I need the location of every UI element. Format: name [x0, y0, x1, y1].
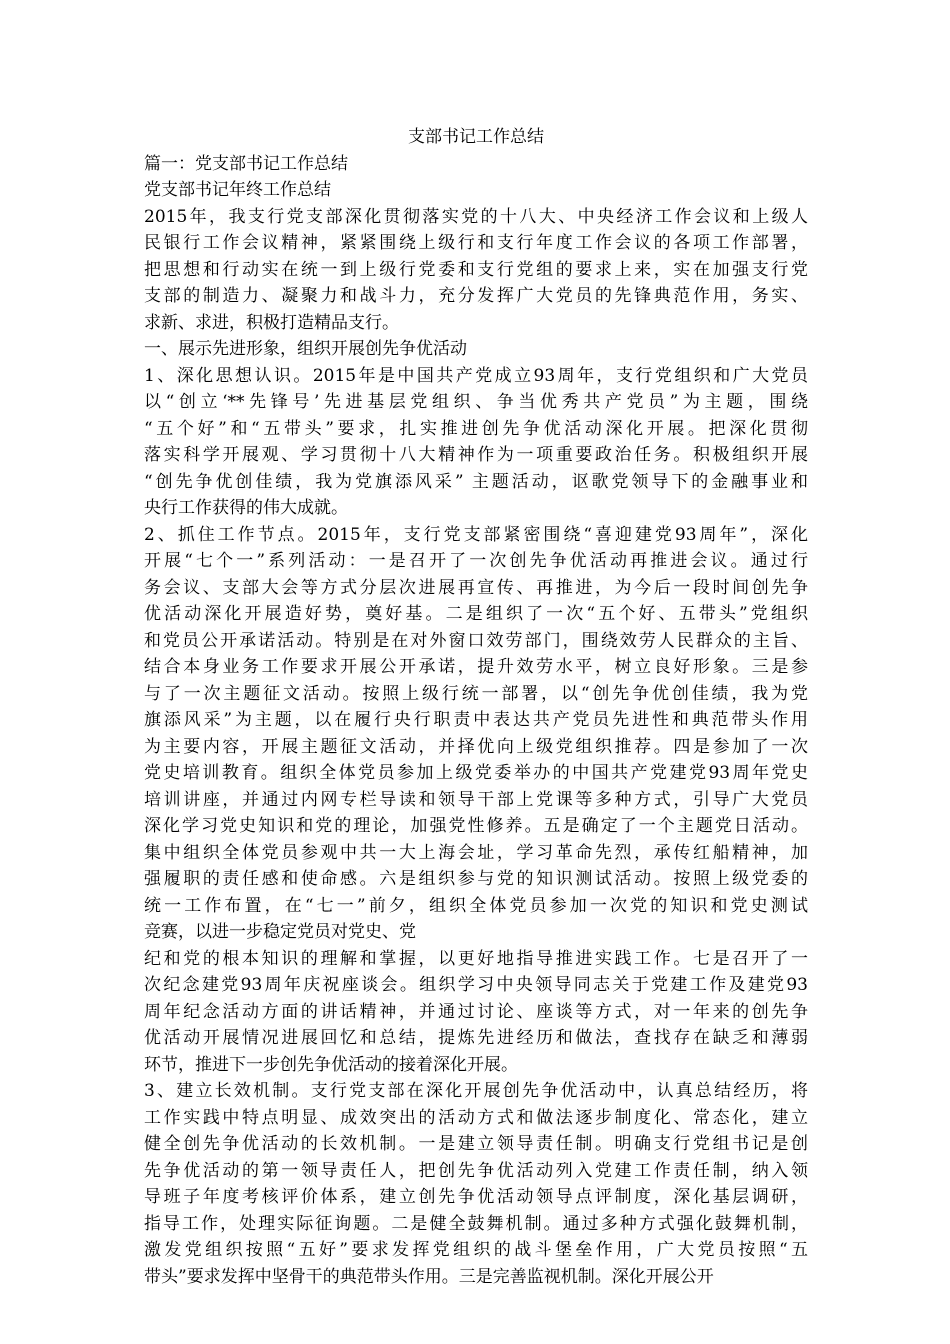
- text-line: 激发党组织按照“五好”要求发挥党组织的战斗堡垒作用，广大党员按照“五: [144, 1240, 808, 1260]
- text-line: 党史培训教育。组织全体党员参加上级党委举办的中国共产党建党93周年党史: [144, 763, 808, 783]
- text-line: 深化学习党史知识和党的理论，加强党性修养。五是确定了一个主题党日活动。: [144, 816, 808, 836]
- text-line: 务会议、支部大会等方式分层次进展再宣传、再推进，为今后一段时间创先争: [144, 577, 808, 598]
- text-line: 指导工作，处理实际征询题。二是健全鼓舞机制。通过多种方式强化鼓舞机制，: [144, 1213, 808, 1234]
- text-line: 结合本身业务工作要求开展公开承诺，提升效劳水平，树立良好形象。三是参: [144, 657, 808, 677]
- text-line: 以“创立‘**先锋号’先进基层党组织、争当优秀共产党员”为主题，围绕: [144, 392, 808, 412]
- text-line: 支部的制造力、凝聚力和战斗力，充分发挥广大党员的先锋典范作用，务实、: [144, 286, 808, 306]
- text-line: 优活动开展情况进展回忆和总结，提炼先进经历和做法，查找存在缺乏和薄弱: [144, 1028, 808, 1048]
- text-line: 2、抓住工作节点。2015年，支行党支部紧密围绕“喜迎建党93周年”，深化: [144, 524, 808, 545]
- text-line: 开展“七个一”系列活动：一是召开了一次创先争优活动再推进会议。通过行: [144, 551, 808, 571]
- text-line: 求新、求进，积极打造精品支行。: [144, 312, 399, 333]
- text-line: 导班子年度考核评价体系，建立创先争优活动领导点评制度，深化基层调研，: [144, 1187, 808, 1207]
- text-line: 2015年，我支行党支部深化贯彻落实党的十八大、中央经济工作会议和上级人: [144, 206, 808, 227]
- document-title: 支部书记工作总结: [408, 127, 544, 147]
- text-line: 周年纪念活动方面的讲话精神，并通过讨论、座谈等方式，对一年来的创先争: [144, 1001, 808, 1022]
- document-body: [144, 124, 808, 1290]
- text-line: 集中组织全体党员参观中共一大上海会址，学习革命先烈，承传红船精神，加: [144, 842, 808, 863]
- text-line: 与了一次主题征文活动。按照上级行统一部署，以“创先争优创佳绩，我为党: [144, 683, 808, 704]
- text-line: 统一工作布置，在“七一”前夕，组织全体党员参加一次党的知识和党史测试: [144, 895, 808, 916]
- text-line: 落实科学开展观、学习贯彻十八大精神作为一项重要政治任务。积极组织开展: [144, 445, 808, 465]
- text-line: 竞赛，以进一步稳定党员对党史、党: [144, 922, 416, 942]
- text-line: 次纪念建党93周年庆祝座谈会。组织学习中央领导同志关于党建工作及建党93: [144, 975, 808, 995]
- text-line: 纪和党的根本知识的理解和掌握，以更好地指导推进实践工作。七是召开了一: [144, 948, 808, 969]
- text-line: 健全创先争优活动的长效机制。一是建立领导责任制。明确支行党组书记是创: [144, 1134, 808, 1154]
- text-line: 1、深化思想认识。2015年是中国共产党成立93周年，支行党组织和广大党员: [144, 365, 808, 386]
- text-line: “创先争优创佳绩，我为党旗添风采” 主题活动，讴歌党领导下的金融事业和: [144, 471, 808, 492]
- text-line: 篇一：党支部书记工作总结: [144, 153, 348, 174]
- text-line: 把思想和行动实在统一到上级行党委和支行党组的要求上来，实在加强支行党: [144, 259, 808, 280]
- document-text: [144, 151, 808, 1291]
- text-line: 为主要内容，开展主题征文活动，并择优向上级党组织推荐。四是参加了一次: [144, 736, 808, 757]
- text-line: 央行工作获得的伟大成就。: [144, 498, 348, 518]
- text-line: 工作实践中特点明显、成效突出的活动方式和做法逐步制度化、常态化，建立: [144, 1107, 808, 1128]
- text-line: 和党员公开承诺活动。特别是在对外窗口效劳部门，围绕效劳人民群众的主旨、: [144, 630, 808, 651]
- text-line: “五个好”和“五带头”要求，扎实推进创先争优活动深化开展。把深化贯彻: [144, 418, 808, 439]
- text-line: 一、展示先进形象，组织开展创先争优活动: [144, 339, 467, 359]
- text-line: 党支部书记年终工作总结: [144, 180, 331, 200]
- text-line: 民银行工作会议精神，紧紧围绕上级行和支行年度工作会议的各项工作部署，: [144, 233, 808, 253]
- text-line: 先争优活动的第一领导责任人，把创先争优活动列入党建工作责任制，纳入领: [144, 1160, 808, 1181]
- text-line: 旗添风采”为主题，以在履行央行职责中表达共产党员先进性和典范带头作用: [144, 710, 808, 730]
- text-line: 3、建立长效机制。支行党支部在深化开展创先争优活动中，认真总结经历，将: [144, 1081, 808, 1101]
- text-line: 带头”要求发挥中坚骨干的典范带头作用。三是完善监视机制。深化开展公开: [144, 1266, 714, 1287]
- text-line: 优活动深化开展造好势，奠好基。二是组织了一次“五个好、五带头”党组织: [144, 604, 808, 624]
- text-line: 强履职的责任感和使命感。六是组织参与党的知识测试活动。按照上级党委的: [144, 869, 808, 889]
- text-line: 培训讲座，并通过内网专栏导读和领导干部上党课等多种方式，引导广大党员: [144, 789, 808, 810]
- text-line: 环节，推进下一步创先争优活动的接着深化开展。: [144, 1054, 518, 1075]
